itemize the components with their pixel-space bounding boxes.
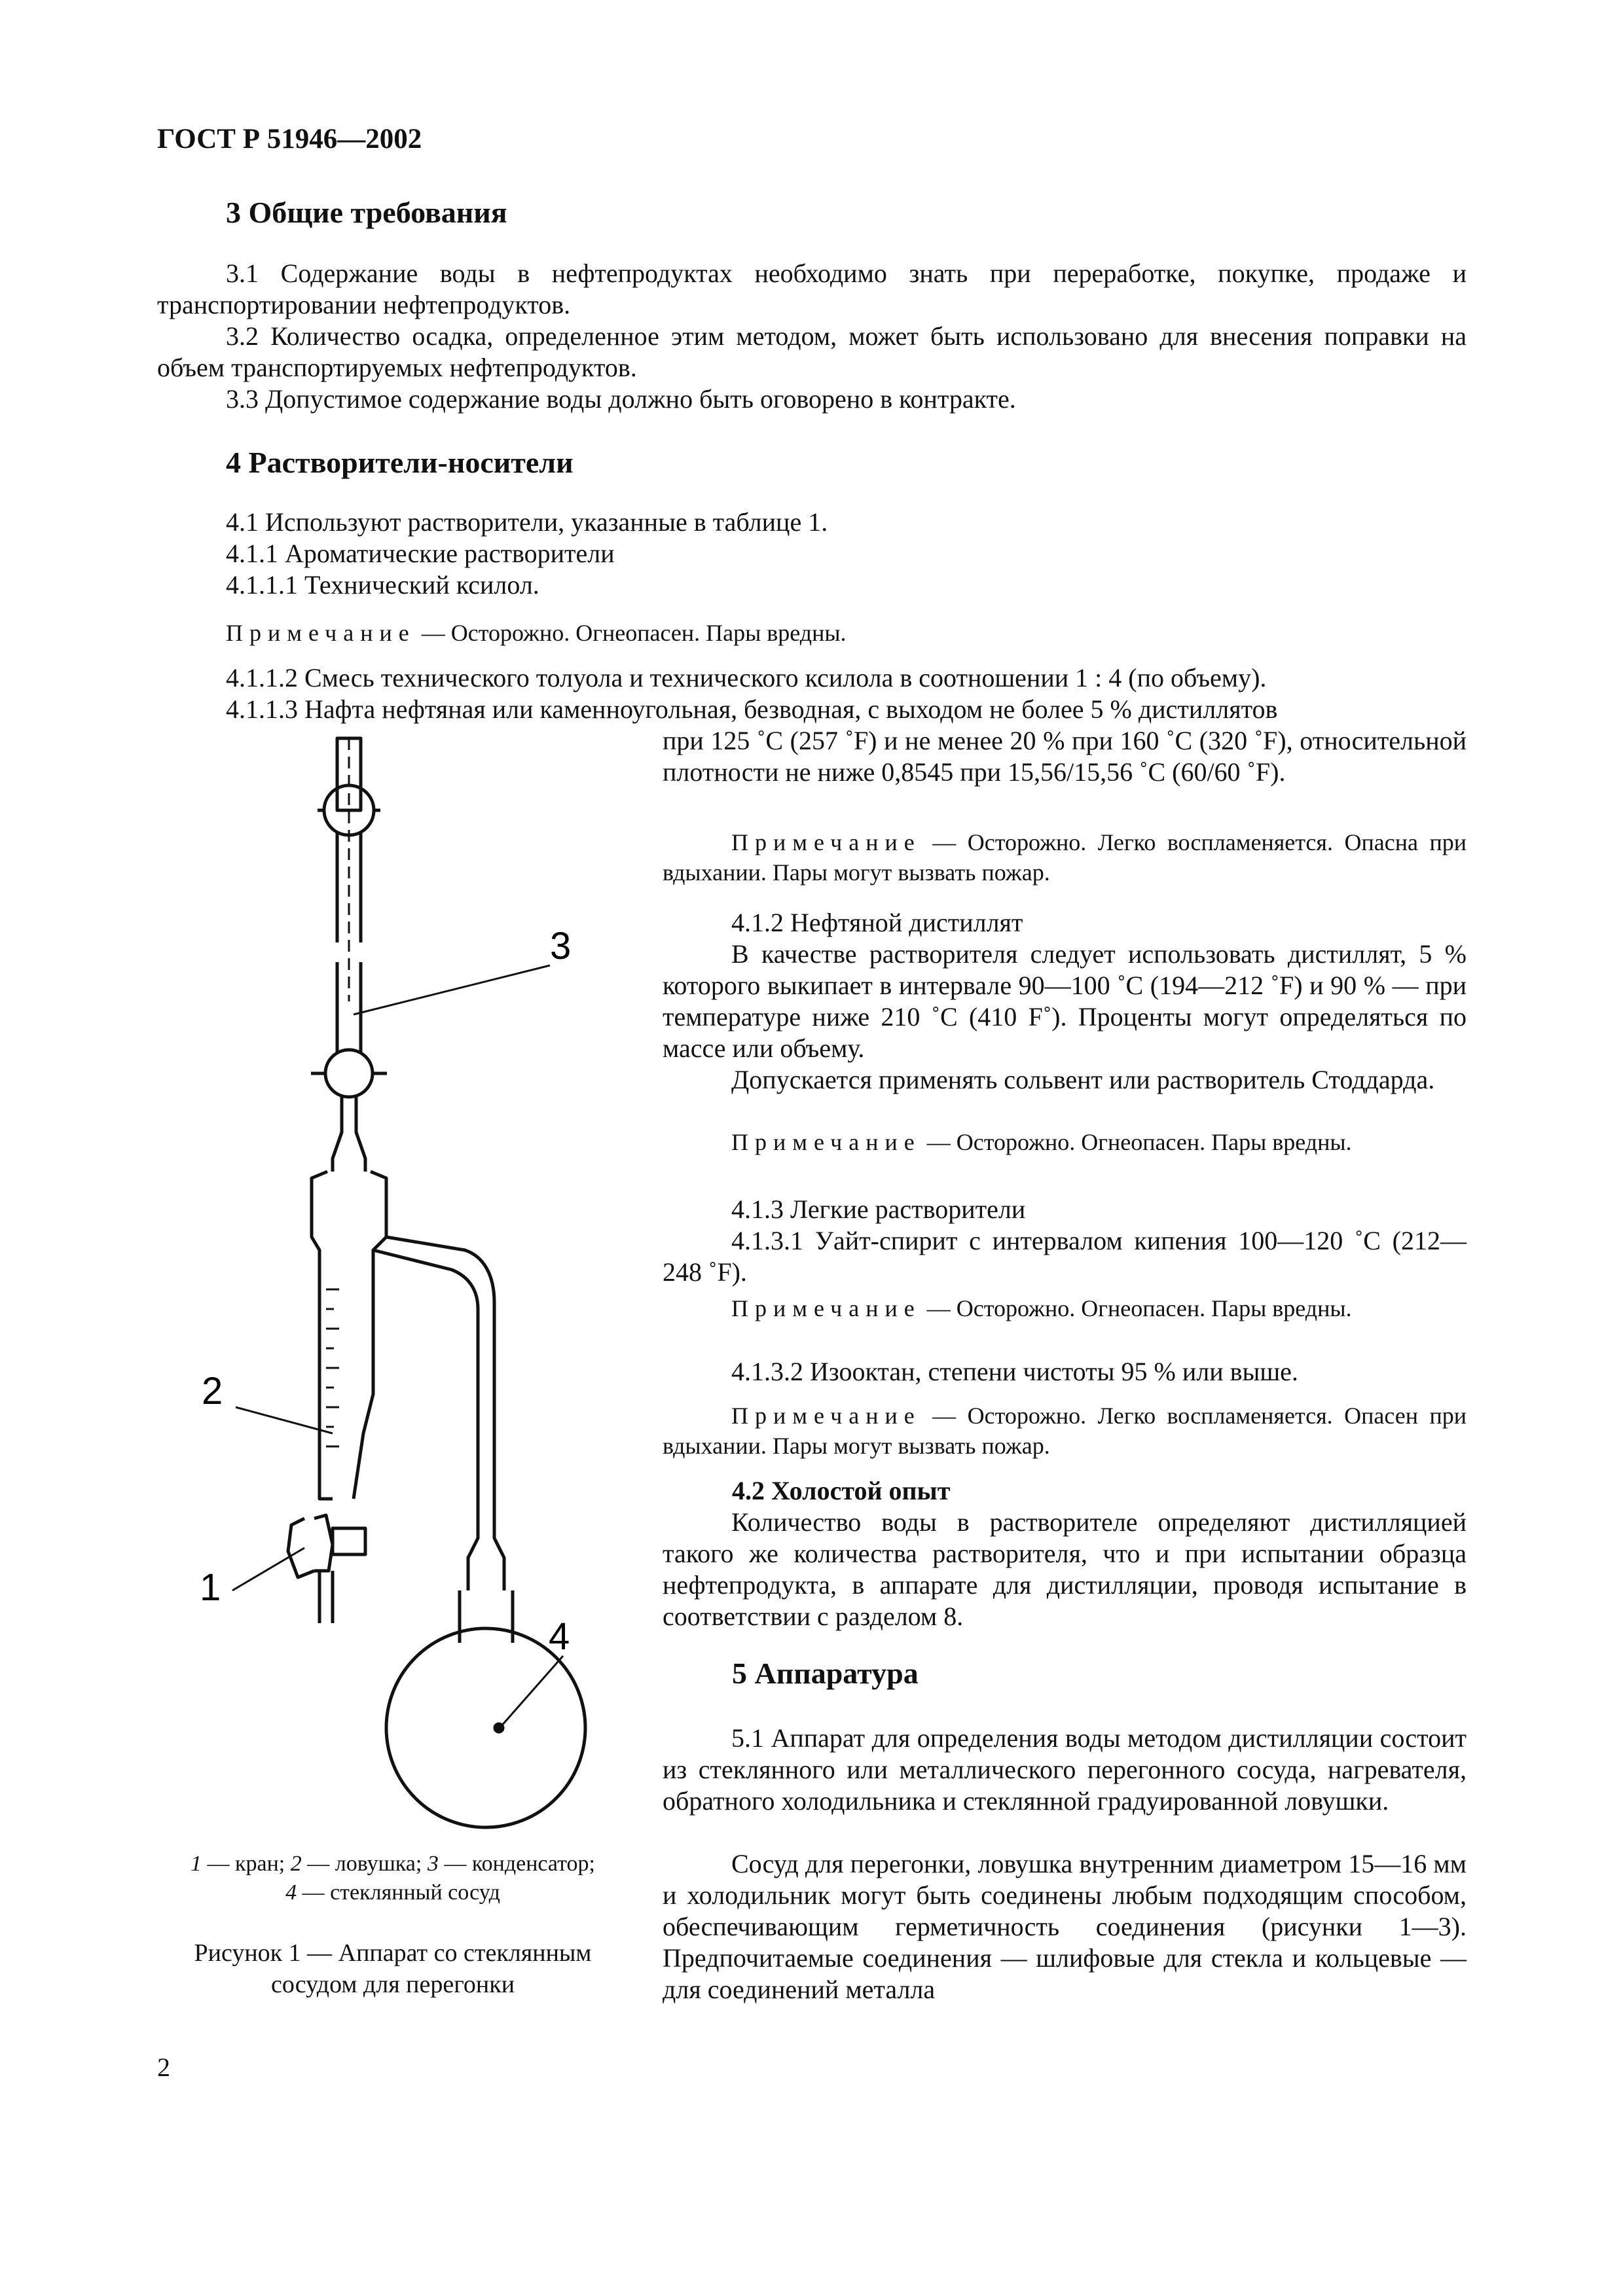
page-number: 2 bbox=[157, 2053, 170, 2082]
trap-drain-tube bbox=[319, 1571, 333, 1623]
distillation-apparatus-figure bbox=[157, 726, 655, 1833]
flask-neck bbox=[460, 1590, 513, 1643]
note-label: Примечание bbox=[731, 829, 921, 855]
note-text: — Осторожно. Огнеопасен. Пары вредны. bbox=[415, 620, 847, 646]
note-label: Примечание bbox=[731, 1403, 921, 1429]
condenser-jacket-lower bbox=[337, 962, 361, 1054]
figure-legend: 1 — кран; 2 — ловушка; 3 — конденсатор; 4 — стеклянный сосуд bbox=[190, 1852, 595, 1905]
note-label: Примечание bbox=[226, 620, 416, 646]
paragraph-3-1: 3.1 Содержание воды в нефтепродуктах необходимо знать при переработке, покупке, продаже и транспортировании нефтепродуктов. bbox=[157, 259, 1467, 319]
note-2 bbox=[663, 827, 1467, 888]
stopcock-plug bbox=[333, 1528, 365, 1554]
paragraph-4-1-1-3-line1: 4.1.1.3 Нафта нефтяная или каменноугольная, безводная, с выходом не более 5 % дистиллятов bbox=[226, 694, 1278, 724]
figure-caption: Рисунок 1 — Аппарат со стеклянным сосудом для перегонки bbox=[194, 1939, 592, 1998]
paragraph-4-1-3-2: 4.1.3.2 Изооктан, степени чистоты 95 % или выше. bbox=[731, 1357, 1298, 1386]
trap-right-wall bbox=[354, 1172, 386, 1499]
note-label: Примечание bbox=[731, 1129, 921, 1155]
figure-label-3: 3 bbox=[550, 925, 572, 967]
label-3-leader bbox=[354, 965, 550, 1014]
trap-graduations bbox=[326, 1289, 339, 1446]
paragraph-4-1-1-3-cont: при 125 ˚C (257 ˚F) и не менее 20 % при 160 ˚C (320 ˚F), относительной плотности не ниже 0,8545 при 15,56/15,56 ˚C (60/60 ˚F). bbox=[663, 726, 1467, 787]
condenser-lower-bulb bbox=[325, 1050, 373, 1097]
note-text: — Осторожно. Легко воспламеняется. Опасен при вдыхании. Пары могут вызвать пожар. bbox=[663, 1403, 1467, 1459]
condenser-joint bbox=[333, 1097, 365, 1172]
trap-side-arm bbox=[373, 1237, 494, 1492]
stopcock-barrel bbox=[314, 1515, 333, 1571]
paragraph-4-1-2: 4.1.2 Нефтяной дистиллят bbox=[731, 908, 1023, 937]
note-text: — Осторожно. Огнеопасен. Пары вредны. bbox=[921, 1129, 1352, 1155]
paragraph-4-1: 4.1 Используют растворители, указанные в таблице 1. bbox=[226, 507, 828, 537]
figure-label-1: 1 bbox=[200, 1566, 221, 1609]
paragraph-4-1-1: 4.1.1 Ароматические растворители bbox=[226, 539, 615, 568]
note-4 bbox=[663, 1293, 1467, 1323]
note-3 bbox=[663, 1127, 1467, 1157]
paragraph-4-1-3: 4.1.3 Легкие растворители bbox=[731, 1194, 1026, 1224]
document-header: ГОСТ Р 51946—2002 bbox=[157, 124, 422, 154]
paragraph-3-2: 3.2 Количество осадка, определенное этим методом, может быть использовано для внесения поправки на объем транспортируемых нефтепродуктов. bbox=[157, 321, 1467, 382]
figure-label-4: 4 bbox=[549, 1615, 570, 1658]
paragraph-4-2-title: 4.2 Холостой опыт bbox=[732, 1476, 951, 1505]
label-4-leader bbox=[501, 1656, 563, 1727]
paragraph-4-1-3-1: 4.1.3.1 Уайт-спирит с интервалом кипения 100—120 ˚C (212—248 ˚F). bbox=[663, 1226, 1467, 1287]
figure-label-2: 2 bbox=[202, 1370, 223, 1412]
paragraph-3-3: 3.3 Допустимое содержание воды должно быть оговорено в контракте. bbox=[226, 384, 1016, 414]
note-text: — Осторожно. Огнеопасен. Пары вредны. bbox=[921, 1295, 1352, 1321]
note-label: Примечание bbox=[731, 1295, 921, 1321]
paragraph-5-1: 5.1 Аппарат для определения воды методом дистилляции состоит из стеклянного или металлического перегонного сосуда, нагревателя, обратного холодильника и стеклянной градуированной ловушки. bbox=[663, 1723, 1467, 1816]
stopcock-handle bbox=[288, 1518, 314, 1577]
paragraph-4-1-2-text2: Допускается применять сольвент или растворитель Стоддарда. bbox=[731, 1065, 1435, 1094]
paragraph-4-1-1-2: 4.1.1.2 Смесь технического толуола и технического ксилола в соотношении 1 : 4 (по объему). bbox=[226, 663, 1267, 692]
section-5-title: 5 Аппаратура bbox=[732, 1657, 919, 1690]
section-4-title: 4 Растворители-носители bbox=[226, 446, 574, 479]
glass-flask bbox=[386, 1628, 585, 1827]
flask-neck-joint bbox=[468, 1492, 504, 1590]
trap-left-wall bbox=[312, 1172, 333, 1499]
section-3-title: 3 Общие требования bbox=[226, 196, 507, 229]
paragraph-4-1-2-text: В качестве растворителя следует использовать дистиллят, 5 % которого выкипает в интервале 90—100 ˚C (194—212 ˚F) и 90 % — при температуре ниже 210 ˚C (410 F˚). Проценты могут определяться по массе или объему. bbox=[663, 939, 1467, 1063]
paragraph-5-2: Сосуд для перегонки, ловушка внутренним диаметром 15—16 мм и холодильник могут быть соединены любым подходящим способом, обеспечивающим герметичность соединения (рисунки 1—3). Предпочитаемые соединения — шлифовые для стекла и кольцевые — для соединений металла bbox=[663, 1849, 1467, 2004]
note-5 bbox=[663, 1401, 1467, 1461]
paragraph-4-2-text: Количество воды в растворителе определяют дистилляцией такого же количества растворителя, что и при испытании образца нефтепродукта, в аппарате для дистилляции, проводя испытание в соответствии с разделом 8. bbox=[663, 1507, 1467, 1631]
note-1 bbox=[226, 618, 847, 648]
note-text: — Осторожно. Легко воспламеняется. Опасна при вдыхании. Пары могут вызвать пожар. bbox=[663, 829, 1467, 886]
paragraph-4-1-1-1: 4.1.1.1 Технический ксилол. bbox=[226, 570, 539, 600]
